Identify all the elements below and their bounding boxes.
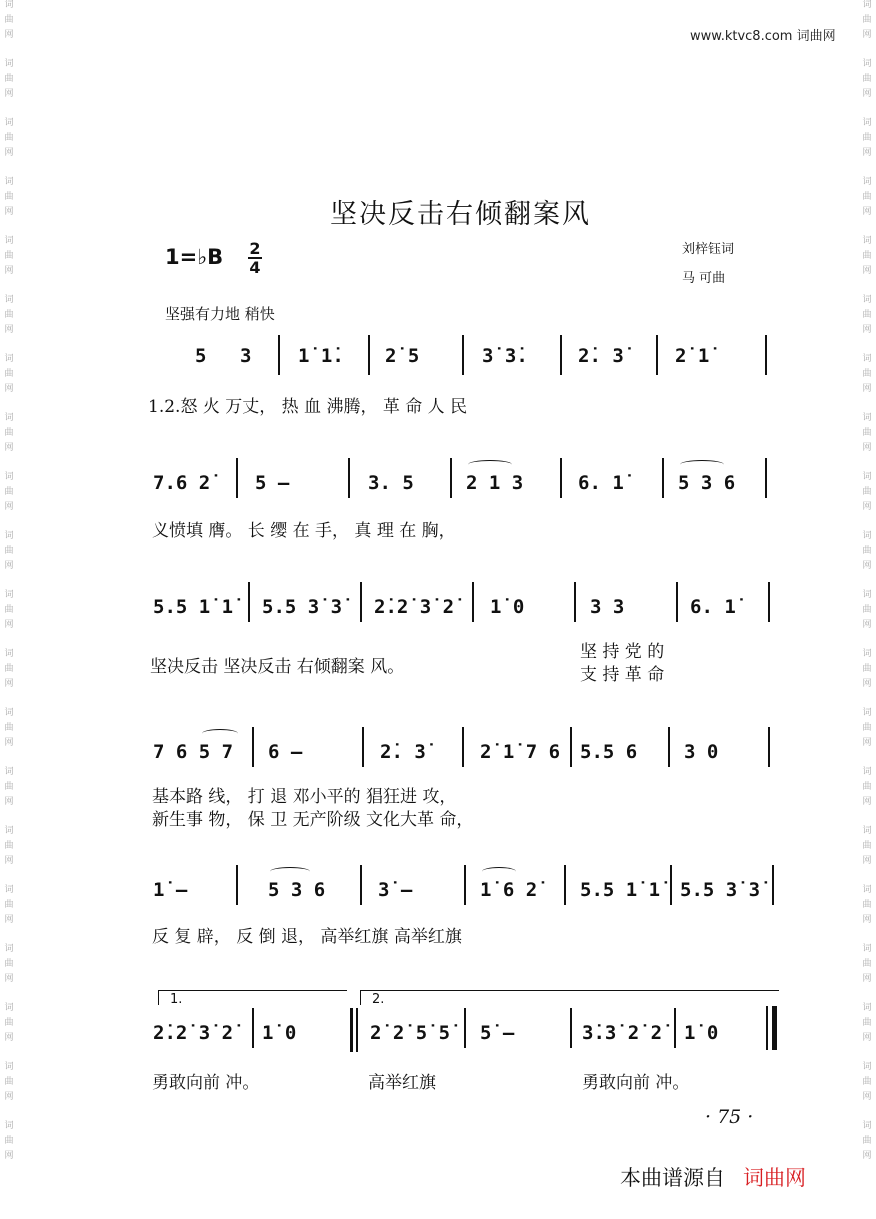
watermark-glyph: 网 [4, 207, 14, 217]
note: 7.6 2̇ [153, 472, 211, 494]
footer-text: 本曲谱源自 [620, 1166, 725, 1190]
watermark-group [2, 0, 16, 41]
watermark-group [2, 354, 16, 395]
watermark-glyph: 词 [862, 354, 872, 364]
watermark-group [2, 1062, 16, 1103]
watermark-glyph: 词 [4, 295, 14, 305]
watermark-glyph: 词 [4, 885, 14, 895]
note: 2̇ 1̇ [675, 345, 710, 367]
watermark-group [860, 236, 874, 277]
watermark-group [860, 0, 874, 41]
watermark-glyph: 曲 [4, 133, 14, 143]
bar-line [248, 582, 250, 622]
watermark-group [2, 826, 16, 867]
watermark-glyph: 词 [862, 885, 872, 895]
bar-line [768, 582, 770, 622]
watermark-glyph: 词 [862, 767, 872, 777]
note: 2̇ 5 [385, 345, 420, 367]
watermark-glyph: 网 [862, 89, 872, 99]
watermark-glyph: 网 [4, 148, 14, 158]
watermark-glyph: 曲 [4, 487, 14, 497]
note: 7 6 5 7 [153, 741, 234, 763]
note: 5 [195, 345, 207, 367]
watermark-glyph: 词 [4, 1062, 14, 1072]
note: 5.5 1̇ 1̇ [580, 879, 661, 901]
watermark-glyph: 网 [4, 1033, 14, 1043]
note: 6. 1̇ [690, 596, 736, 618]
note: 5 3 6 [268, 879, 326, 901]
watermark-glyph: 词 [4, 944, 14, 954]
watermark-glyph: 网 [862, 679, 872, 689]
watermark-glyph: 曲 [862, 723, 872, 733]
watermark-glyph: 词 [862, 531, 872, 541]
bar-line [450, 458, 452, 498]
watermark-glyph: 网 [862, 974, 872, 984]
watermark-group [860, 767, 874, 808]
watermark-glyph: 网 [4, 1151, 14, 1161]
watermark-group [860, 295, 874, 336]
watermark-glyph: 曲 [862, 664, 872, 674]
note: 3̇ 3̇. [482, 345, 528, 367]
bar-line [668, 727, 670, 767]
note: 3̇.3̇ 2̇ 2̇ [582, 1022, 663, 1044]
note: 2̇.2̇ 3̇ 2̇ [153, 1022, 234, 1044]
note: 1̇ – [153, 879, 188, 901]
watermark-glyph: 网 [862, 915, 872, 925]
bar-line [772, 865, 774, 905]
watermark-glyph: 词 [862, 1003, 872, 1013]
note: 2̇ 1̇ 7 6 [480, 741, 561, 763]
watermark-glyph: 曲 [862, 1018, 872, 1028]
watermark-left [2, 0, 16, 1180]
watermark-glyph: 曲 [4, 723, 14, 733]
watermark-glyph: 网 [862, 620, 872, 630]
watermark-glyph: 曲 [4, 251, 14, 261]
note: 5 3 6 [678, 472, 736, 494]
note: 5.5 3̇ 3̇ [262, 596, 343, 618]
watermark-group [860, 590, 874, 631]
watermark-glyph: 词 [4, 236, 14, 246]
watermark-glyph: 词 [862, 295, 872, 305]
note: 5.5 1̇ 1̇ [153, 596, 234, 618]
watermark-glyph: 曲 [4, 1077, 14, 1087]
bar-line [472, 582, 474, 622]
watermark-glyph: 曲 [862, 428, 872, 438]
watermark-glyph: 词 [862, 0, 872, 10]
bar-line [574, 582, 576, 622]
lyrics-line: 基本路 线， 打 退 邓小平的 猖狂进 攻， [152, 787, 457, 807]
slur [270, 867, 310, 876]
watermark-glyph: 网 [862, 1151, 872, 1161]
note: 2̇. 3̇ [380, 741, 426, 763]
slur [482, 867, 516, 876]
note: 1̇ 0 [490, 596, 525, 618]
note: 1̇ 0 [262, 1022, 297, 1044]
note: 3 0 [684, 741, 719, 763]
watermark-glyph: 曲 [4, 15, 14, 25]
watermark-glyph: 词 [4, 590, 14, 600]
watermark-group [2, 1121, 16, 1162]
watermark-glyph: 词 [4, 413, 14, 423]
bar-line [560, 458, 562, 498]
watermark-group [2, 236, 16, 277]
watermark-glyph: 曲 [862, 605, 872, 615]
watermark-group [860, 649, 874, 690]
watermark-glyph: 曲 [4, 192, 14, 202]
bar-line [278, 335, 280, 375]
watermark-glyph: 网 [862, 325, 872, 335]
watermark-glyph: 网 [862, 561, 872, 571]
footer-source [620, 1162, 806, 1192]
key-signature: 1=♭B [165, 245, 224, 269]
bar-line [360, 865, 362, 905]
watermark-glyph: 曲 [862, 487, 872, 497]
note: 1̇ 6 2̇ [480, 879, 538, 901]
final-barline [772, 1006, 777, 1050]
watermark-glyph: 曲 [4, 782, 14, 792]
note: 1̇ 0 [684, 1022, 719, 1044]
watermark-glyph: 曲 [4, 369, 14, 379]
watermark-glyph: 网 [4, 856, 14, 866]
watermark-glyph: 曲 [862, 192, 872, 202]
watermark-glyph: 网 [4, 620, 14, 630]
watermark-group [860, 354, 874, 395]
watermark-glyph: 网 [862, 797, 872, 807]
watermark-glyph: 网 [862, 502, 872, 512]
watermark-glyph: 词 [4, 1003, 14, 1013]
watermark-glyph: 曲 [4, 546, 14, 556]
lyrics-line: 新生事 物， 保 卫 无产阶级 文化大革 命， [152, 810, 474, 830]
note: 3. 5 [368, 472, 414, 494]
lyrics-line: 反 复 辟， 反 倒 退， 高举红旗 高举红旗 [152, 927, 462, 947]
ending-2-label: 2. [372, 992, 385, 1007]
watermark-group [860, 944, 874, 985]
watermark-group [860, 118, 874, 159]
watermark-glyph: 词 [4, 1121, 14, 1131]
watermark-glyph: 曲 [862, 369, 872, 379]
watermark-glyph: 词 [4, 708, 14, 718]
watermark-group [2, 59, 16, 100]
lyrics-alt: 支 持 革 命 [580, 665, 665, 685]
bar-line [765, 335, 767, 375]
watermark-right [860, 0, 874, 1180]
watermark-glyph: 曲 [862, 900, 872, 910]
bar-line [768, 727, 770, 767]
bar-line [464, 865, 466, 905]
watermark-glyph: 网 [862, 856, 872, 866]
watermark-glyph: 网 [4, 738, 14, 748]
bar-line [570, 727, 572, 767]
bar-line [462, 335, 464, 375]
watermark-group [860, 59, 874, 100]
watermark-glyph: 曲 [4, 900, 14, 910]
watermark-glyph: 曲 [4, 605, 14, 615]
watermark-group [860, 708, 874, 749]
watermark-glyph: 曲 [862, 546, 872, 556]
page-number: · 75 · [705, 1106, 754, 1128]
watermark-glyph: 词 [4, 472, 14, 482]
bar-line [236, 458, 238, 498]
footer-brand-link[interactable]: 词曲网 [743, 1166, 806, 1190]
note: 3̇ – [378, 879, 413, 901]
watermark-glyph: 曲 [862, 251, 872, 261]
watermark-glyph: 词 [862, 1062, 872, 1072]
watermark-glyph: 网 [4, 1092, 14, 1102]
watermark-glyph: 网 [4, 797, 14, 807]
watermark-glyph: 曲 [862, 782, 872, 792]
watermark-glyph: 词 [862, 649, 872, 659]
note: 3 3 [590, 596, 625, 618]
time-signature: 2 4 [249, 239, 261, 277]
watermark-glyph: 网 [862, 1092, 872, 1102]
repeat-barline [350, 1008, 353, 1052]
bar-line [348, 458, 350, 498]
watermark-glyph: 词 [4, 354, 14, 364]
watermark-group [860, 531, 874, 572]
watermark-glyph: 网 [4, 561, 14, 571]
watermark-group [2, 649, 16, 690]
watermark-glyph: 网 [862, 207, 872, 217]
watermark-glyph: 曲 [862, 310, 872, 320]
watermark-glyph: 词 [4, 649, 14, 659]
lyricist: 刘梓钰词 [682, 242, 735, 257]
watermark-glyph: 网 [4, 443, 14, 453]
watermark-glyph: 网 [862, 1033, 872, 1043]
watermark-group [2, 885, 16, 926]
watermark-glyph: 词 [862, 1121, 872, 1131]
watermark-glyph: 曲 [862, 1077, 872, 1087]
final-barline [766, 1006, 768, 1050]
bar-line [462, 727, 464, 767]
watermark-glyph: 词 [862, 944, 872, 954]
repeat-barline [356, 1008, 358, 1052]
lyrics-alt: 坚 持 党 的 [580, 642, 665, 662]
note: 1̇ 1̇. [298, 345, 344, 367]
bar-line [564, 865, 566, 905]
watermark-glyph: 词 [862, 708, 872, 718]
watermark-glyph: 网 [4, 974, 14, 984]
watermark-glyph: 曲 [862, 959, 872, 969]
site-url[interactable]: www.ktvc8.com 词曲网 [690, 29, 836, 44]
volta-second-ending [360, 990, 779, 1005]
watermark-glyph: 词 [4, 118, 14, 128]
watermark-glyph: 曲 [862, 1136, 872, 1146]
watermark-glyph: 网 [862, 738, 872, 748]
note: 2 1 3 [466, 472, 524, 494]
note: 2̇. 3̇ [578, 345, 624, 367]
watermark-glyph: 网 [4, 89, 14, 99]
bar-line [362, 727, 364, 767]
watermark-glyph: 网 [862, 30, 872, 40]
watermark-group [2, 472, 16, 513]
watermark-glyph: 词 [862, 590, 872, 600]
watermark-group [2, 413, 16, 454]
watermark-glyph: 词 [4, 59, 14, 69]
watermark-glyph: 曲 [862, 74, 872, 84]
bar-line [252, 1008, 254, 1048]
watermark-glyph: 词 [4, 0, 14, 10]
note: 3 [240, 345, 252, 367]
watermark-glyph: 曲 [862, 15, 872, 25]
watermark-glyph: 网 [862, 384, 872, 394]
bar-line [656, 335, 658, 375]
note: 6 – [268, 741, 303, 763]
watermark-glyph: 网 [4, 679, 14, 689]
watermark-group [860, 413, 874, 454]
watermark-glyph: 曲 [4, 1136, 14, 1146]
watermark-glyph: 网 [4, 502, 14, 512]
watermark-group [2, 118, 16, 159]
watermark-glyph: 网 [4, 384, 14, 394]
ending-1-label: 1. [170, 992, 183, 1007]
slur [680, 460, 724, 469]
watermark-group [2, 1003, 16, 1044]
note: 5̇ – [480, 1022, 515, 1044]
watermark-group [2, 708, 16, 749]
watermark-glyph: 词 [862, 59, 872, 69]
bar-line [236, 865, 238, 905]
note: 6. 1̇ [578, 472, 624, 494]
watermark-group [860, 177, 874, 218]
bar-line [662, 458, 664, 498]
note: 5 – [255, 472, 290, 494]
watermark-glyph: 词 [862, 413, 872, 423]
lyrics-line: 1.2.怒 火 万丈， 热 血 沸腾， 革 命 人 民 [148, 397, 468, 417]
bar-line [560, 335, 562, 375]
bar-line [464, 1008, 466, 1048]
lyrics-line: 坚决反击 坚决反击 右倾翻案 风。 [150, 657, 405, 677]
lyrics-line: 义愤填 膺。 长 缨 在 手， 真 理 在 胸， [152, 521, 456, 541]
note: 2̇.2̇ 3̇ 2̇ [374, 596, 455, 618]
watermark-glyph: 曲 [862, 133, 872, 143]
bar-line [252, 727, 254, 767]
watermark-glyph: 曲 [4, 841, 14, 851]
slur [468, 460, 512, 469]
watermark-glyph: 词 [4, 826, 14, 836]
watermark-glyph: 词 [4, 531, 14, 541]
watermark-glyph: 词 [4, 767, 14, 777]
watermark-glyph: 网 [862, 148, 872, 158]
watermark-group [2, 531, 16, 572]
watermark-glyph: 网 [4, 30, 14, 40]
watermark-group [2, 944, 16, 985]
slur [202, 729, 238, 738]
bar-line [670, 865, 672, 905]
watermark-group [860, 826, 874, 867]
watermark-glyph: 曲 [4, 428, 14, 438]
watermark-glyph: 网 [4, 325, 14, 335]
bar-line [360, 582, 362, 622]
lyrics-line: 高举红旗 [368, 1073, 436, 1093]
bar-line [570, 1008, 572, 1048]
watermark-glyph: 曲 [4, 1018, 14, 1028]
lyrics-line: 勇敢向前 冲。 [582, 1073, 690, 1093]
watermark-glyph: 网 [4, 266, 14, 276]
watermark-glyph: 词 [862, 118, 872, 128]
bar-line [765, 458, 767, 498]
watermark-glyph: 曲 [862, 841, 872, 851]
watermark-glyph: 词 [862, 236, 872, 246]
bar-line [674, 1008, 676, 1048]
watermark-group [2, 590, 16, 631]
bar-line [368, 335, 370, 375]
watermark-group [2, 767, 16, 808]
watermark-group [860, 1121, 874, 1162]
watermark-group [860, 1062, 874, 1103]
watermark-group [860, 1003, 874, 1044]
watermark-glyph: 网 [862, 266, 872, 276]
watermark-glyph: 曲 [4, 74, 14, 84]
volta-first-ending [158, 990, 347, 1005]
watermark-glyph: 曲 [4, 959, 14, 969]
watermark-group [860, 885, 874, 926]
bar-line [676, 582, 678, 622]
song-title: 坚决反击右倾翻案风 [330, 199, 591, 230]
note: 5.5 3̇ 3̇ [680, 879, 761, 901]
watermark-glyph: 词 [4, 177, 14, 187]
composer: 马 可曲 [682, 271, 726, 286]
watermark-group [2, 177, 16, 218]
watermark-glyph: 词 [862, 177, 872, 187]
watermark-glyph: 词 [862, 472, 872, 482]
note: 5.5 6 [580, 741, 638, 763]
lyrics-line: 勇敢向前 冲。 [152, 1073, 260, 1093]
watermark-group [860, 472, 874, 513]
tempo-marking: 坚强有力地 稍快 [165, 305, 275, 323]
watermark-glyph: 曲 [4, 310, 14, 320]
watermark-glyph: 曲 [4, 664, 14, 674]
watermark-group [2, 295, 16, 336]
note: 2̇ 2̇ 5̇ 5̇ [370, 1022, 451, 1044]
watermark-glyph: 网 [862, 443, 872, 453]
watermark-glyph: 词 [862, 826, 872, 836]
watermark-glyph: 网 [4, 915, 14, 925]
